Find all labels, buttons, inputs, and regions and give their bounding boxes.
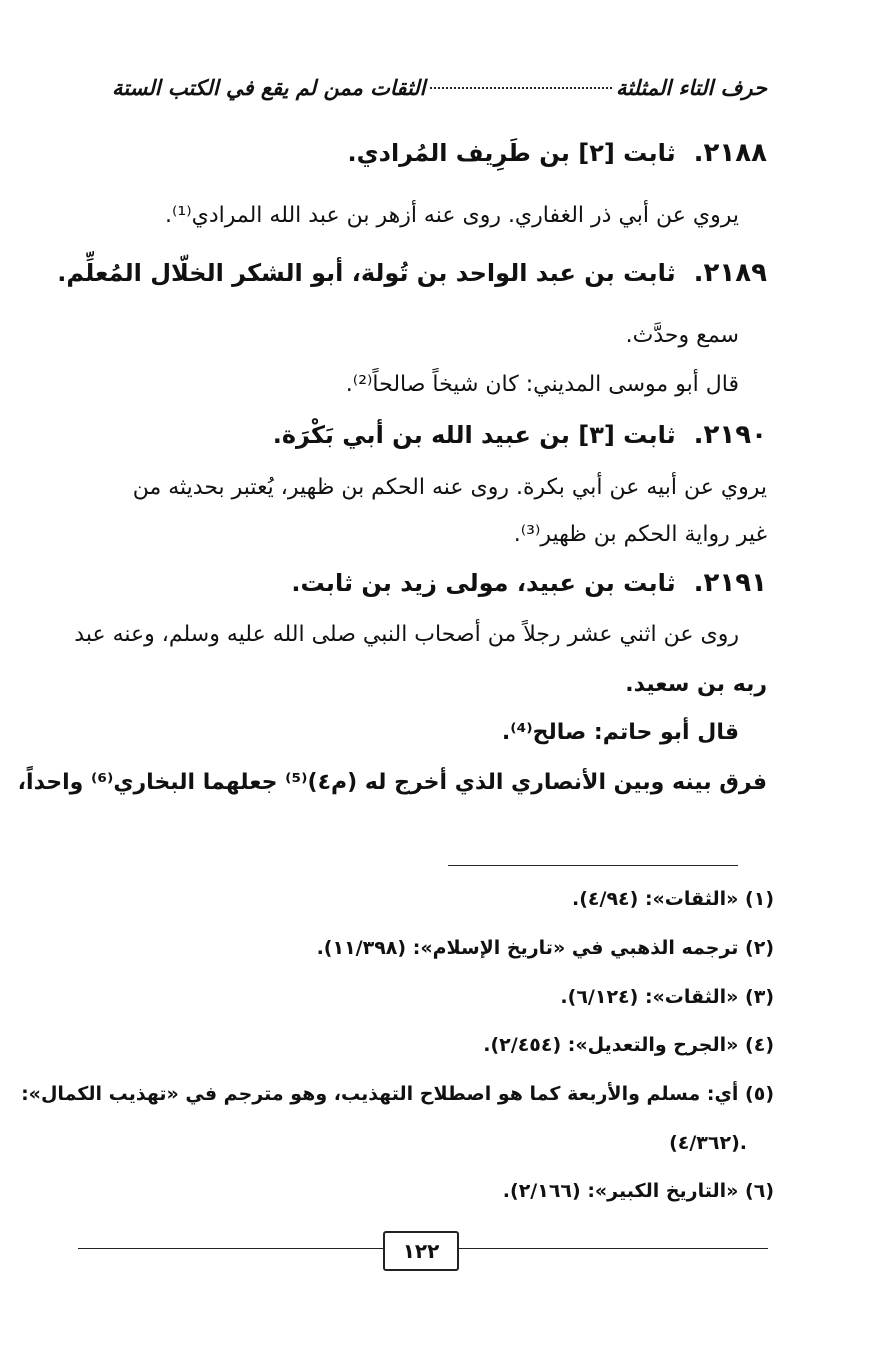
entry-text-line: قال أبو موسى المديني: كان شيخاً صالحاً⁽²⁾. <box>345 372 739 397</box>
entry-heading-2191 <box>291 568 767 598</box>
running-header <box>112 76 767 100</box>
entry-text-line: يروي عن أبي ذر الغفاري. روى عنه أزهر بن عبد الله المرادي⁽¹⁾. <box>164 203 739 228</box>
entry-text-line: يروي عن أبيه عن أبي بكرة. روى عنه الحكم بن ظهير، يُعتبر بحديثه من <box>132 475 767 500</box>
entry-text-line: قال أبو حاتم: صالح⁽⁴⁾. <box>501 720 739 745</box>
entry-text-line: ربه بن سعيد. <box>625 672 767 697</box>
entry-name: ثابت بن عبد الواحد بن تُولة، أبو الشكر الخلّال المُعلِّم. <box>57 259 676 287</box>
page-number: ١٢٢ <box>383 1231 459 1271</box>
footer-rule-left <box>78 1248 383 1249</box>
entry-name: ثابت بن عبيد، مولى زيد بن ثابت. <box>291 569 676 597</box>
entry-text-line: غير رواية الحكم بن ظهير⁽³⁾. <box>513 522 767 547</box>
entry-heading-2188 <box>348 138 767 168</box>
entry-heading-2190 <box>273 420 767 450</box>
footnote-4: (٤) «الجرح والتعديل»: (٢/٤٥٤). <box>483 1034 774 1056</box>
header-section-title: حرف التاء المثلثة <box>615 76 767 100</box>
footnote-5: (٥) أي: مسلم والأربعة كما هو اصطلاح التهذيب، وهو مترجم في «تهذيب الكمال»: <box>21 1083 774 1105</box>
entry-number: ٢١٨٩. <box>693 258 767 288</box>
page-number-footer <box>78 1231 768 1271</box>
entry-text-line: فرق بينه وبين الأنصاري الذي أخرج له (م٤)⁽⁵⁾ جعلهما البخاري⁽⁶⁾ واحداً، <box>17 770 767 795</box>
footnote-1: (١) «الثقات»: (٤/٩٤). <box>572 888 774 910</box>
entry-number: ٢١٨٨. <box>693 138 767 168</box>
footnote-3: (٣) «الثقات»: (٦/١٢٤). <box>560 986 774 1008</box>
entry-number: ٢١٩٠. <box>693 420 767 450</box>
footnote-5-continued: (٤/٣٦٢). <box>669 1132 747 1154</box>
entry-heading-2189 <box>57 258 767 288</box>
entry-name: ثابت [٣] بن عبيد الله بن أبي بَكْرَة. <box>272 421 676 449</box>
entry-text-line: روى عن اثني عشر رجلاً من أصحاب النبي صلى الله عليه وسلم، وعنه عبد <box>74 622 739 647</box>
footnote-2: (٢) ترجمه الذهبي في «تاريخ الإسلام»: (١١/٣٩٨). <box>316 937 774 959</box>
footer-rule-right <box>459 1248 768 1249</box>
footnote-6: (٦) «التاريخ الكبير»: (٢/١٦٦). <box>502 1180 774 1202</box>
entry-number: ٢١٩١. <box>693 568 767 598</box>
entry-name: ثابت [٢] بن طَرِيف المُرادي. <box>347 139 676 167</box>
header-book-title: الثقات ممن لم يقع في الكتب الستة <box>112 76 426 100</box>
header-dot-leader <box>430 87 612 89</box>
entry-text-line: سمع وحدَّث. <box>625 323 739 348</box>
footnote-separator <box>448 865 738 866</box>
